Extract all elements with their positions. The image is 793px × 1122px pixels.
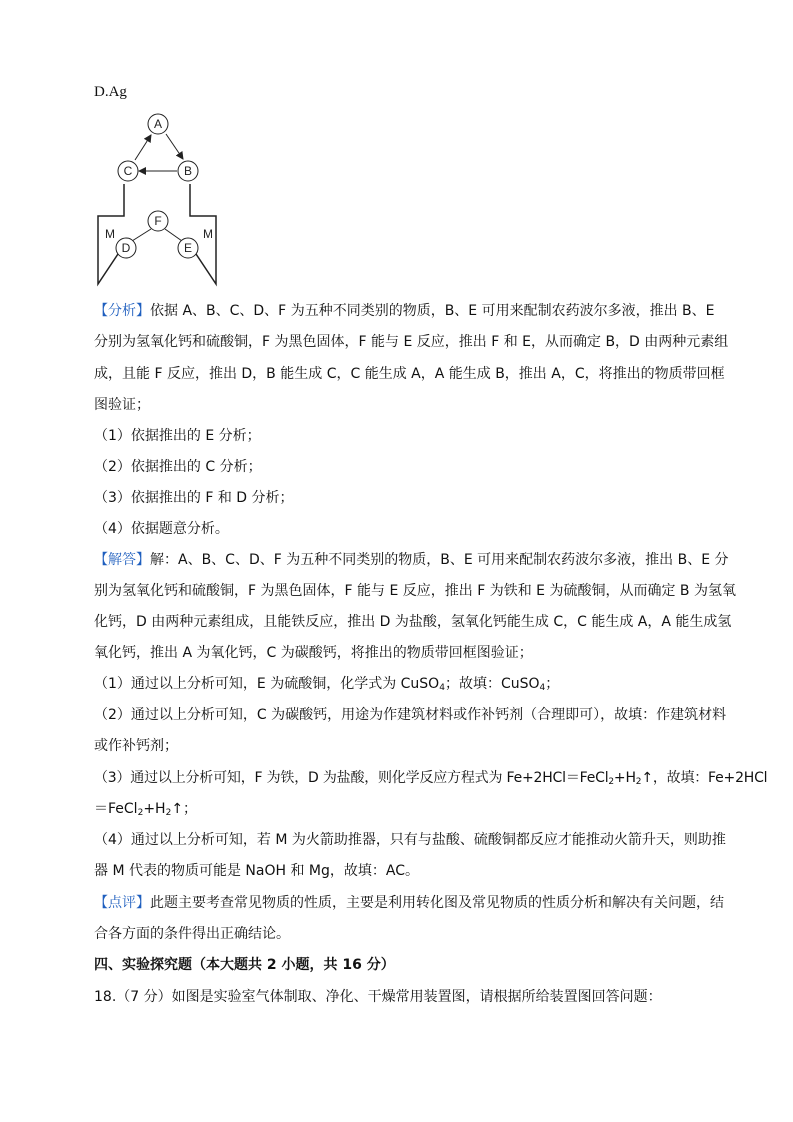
solution-tag: 【解答】	[94, 552, 150, 568]
node-d-label: D	[121, 241, 131, 255]
arrow-c-to-a	[135, 135, 151, 160]
subscript-2a: 2	[608, 777, 614, 787]
solution-line-4: 氧化钙，推出 A 为氧化钙，C 为碳酸钙，将推出的物质带回框图验证；	[94, 645, 533, 661]
line-f-e	[165, 229, 182, 241]
section-heading: 四、实验探究题（本大题共 2 小题，共 16 分）	[94, 957, 395, 973]
solution-item-2-cont: 或作补钙剂；	[94, 738, 178, 754]
analysis-line-1	[94, 301, 724, 321]
comment-text-1: 此题主要考查常见物质的性质，主要是利用转化图及常见物质的性质分析和解决有关问题，结	[150, 895, 724, 911]
subscript-2b: 2	[635, 777, 642, 787]
solution-item-1	[94, 674, 724, 694]
analysis-item-3: （3）依据推出的 F 和 D 分析；	[94, 490, 294, 506]
item3-f: ↑；	[171, 801, 198, 817]
node-c-label: C	[123, 164, 133, 178]
solution-line-2: 别为氢氧化钙和硫酸铜，F 为黑色固体，F 能与 E 反应，推出 F 为铁和 E 为硫酸铜，从而确定 B 为氢氧	[94, 583, 736, 599]
subscript-2c: 2	[137, 808, 144, 818]
comment-tag: 【点评】	[94, 895, 150, 911]
node-m-right-label: M	[203, 227, 213, 241]
item3-d: ＝FeCl	[94, 801, 138, 817]
node-f-label: F	[154, 214, 162, 228]
solution-text-1: 解：A、B、C、D、F 为五种不同类别的物质，B、E 可用来配制农药波尔多液，推出 B、E 分	[150, 552, 729, 568]
subscript-4: 4	[439, 683, 445, 693]
node-m-left-label: M	[105, 227, 115, 241]
solution-line-3: 化钙，D 由两种元素组成，且能铁反应，推出 D 为盐酸，氢氧化钙能生成 C，C 能生成 A，A 能生成氢	[94, 614, 732, 630]
item1-mid: ；故填：CuSO	[444, 676, 540, 692]
subscript-4b: 4	[539, 683, 546, 693]
analysis-tag: 【分析】	[94, 303, 150, 319]
analysis-line-3: 成，且能 F 反应，推出 D，B 能生成 C，C 能生成 A，A 能生成 B，推出 A，C，将推出的物质带回框	[94, 366, 725, 382]
solution-line-1	[94, 550, 729, 570]
item1-text: （1）通过以上分析可知，E 为硫酸铜，化学式为 CuSO	[94, 676, 440, 692]
solution-item-2: （2）通过以上分析可知，C 为碳酸钙，用途为作建筑材料或作补钙剂（合理即可），故填：作建筑材料	[94, 707, 727, 723]
solution-item-3	[94, 768, 768, 788]
solution-item-3-cont	[94, 799, 724, 819]
node-b-label: B	[183, 164, 193, 178]
solution-item-4: （4）通过以上分析可知，若 M 为火箭助推器，只有与盐酸、硫酸铜都反应才能推动火箭升天，则助推	[94, 832, 726, 848]
solution-item-4-cont: 器 M 代表的物质可能是 NaOH 和 Mg，故填：AC。	[94, 863, 420, 879]
line-f-d	[132, 229, 151, 241]
item3-a: （3）通过以上分析可知，F 为铁，D 为盐酸，则化学反应方程式为 Fe+2HCl＝FeCl	[94, 770, 609, 786]
analysis-item-1: （1）依据推出的 E 分析；	[94, 428, 261, 444]
option-d-text: D.Ag	[94, 84, 127, 100]
reaction-diagram	[94, 108, 234, 288]
arrow-a-to-b	[166, 134, 183, 159]
analysis-line-4: 图验证；	[94, 397, 150, 413]
question-18: 18.（7 分）如图是实验室气体制取、净化、干燥常用装置图，请根据所给装置图回答问题：	[94, 989, 662, 1005]
item3-c: ↑，故填：Fe+2HCl	[641, 770, 768, 786]
item3-b: +H	[613, 770, 636, 786]
analysis-text-1: 依据 A、B、C、D、F 为五种不同类别的物质，B、E 可用来配制农药波尔多液，推出 B、E	[150, 303, 715, 319]
comment-line-2: 合各方面的条件得出正确结论。	[94, 926, 290, 942]
analysis-line-2: 分别为氢氧化钙和硫酸铜，F 为黑色固体，F 能与 E 反应，推出 F 和 E，从而确定 B，D 由两种元素组	[94, 334, 729, 350]
node-a-label: A	[153, 117, 163, 131]
comment-line-1	[94, 893, 724, 913]
subscript-2d: 2	[165, 808, 172, 818]
analysis-item-2: （2）依据推出的 C 分析；	[94, 459, 262, 475]
item3-e: +H	[143, 801, 166, 817]
analysis-item-4: （4）依据题意分析。	[94, 521, 229, 537]
node-e-label: E	[183, 241, 193, 255]
item1-end: ；	[545, 676, 560, 692]
